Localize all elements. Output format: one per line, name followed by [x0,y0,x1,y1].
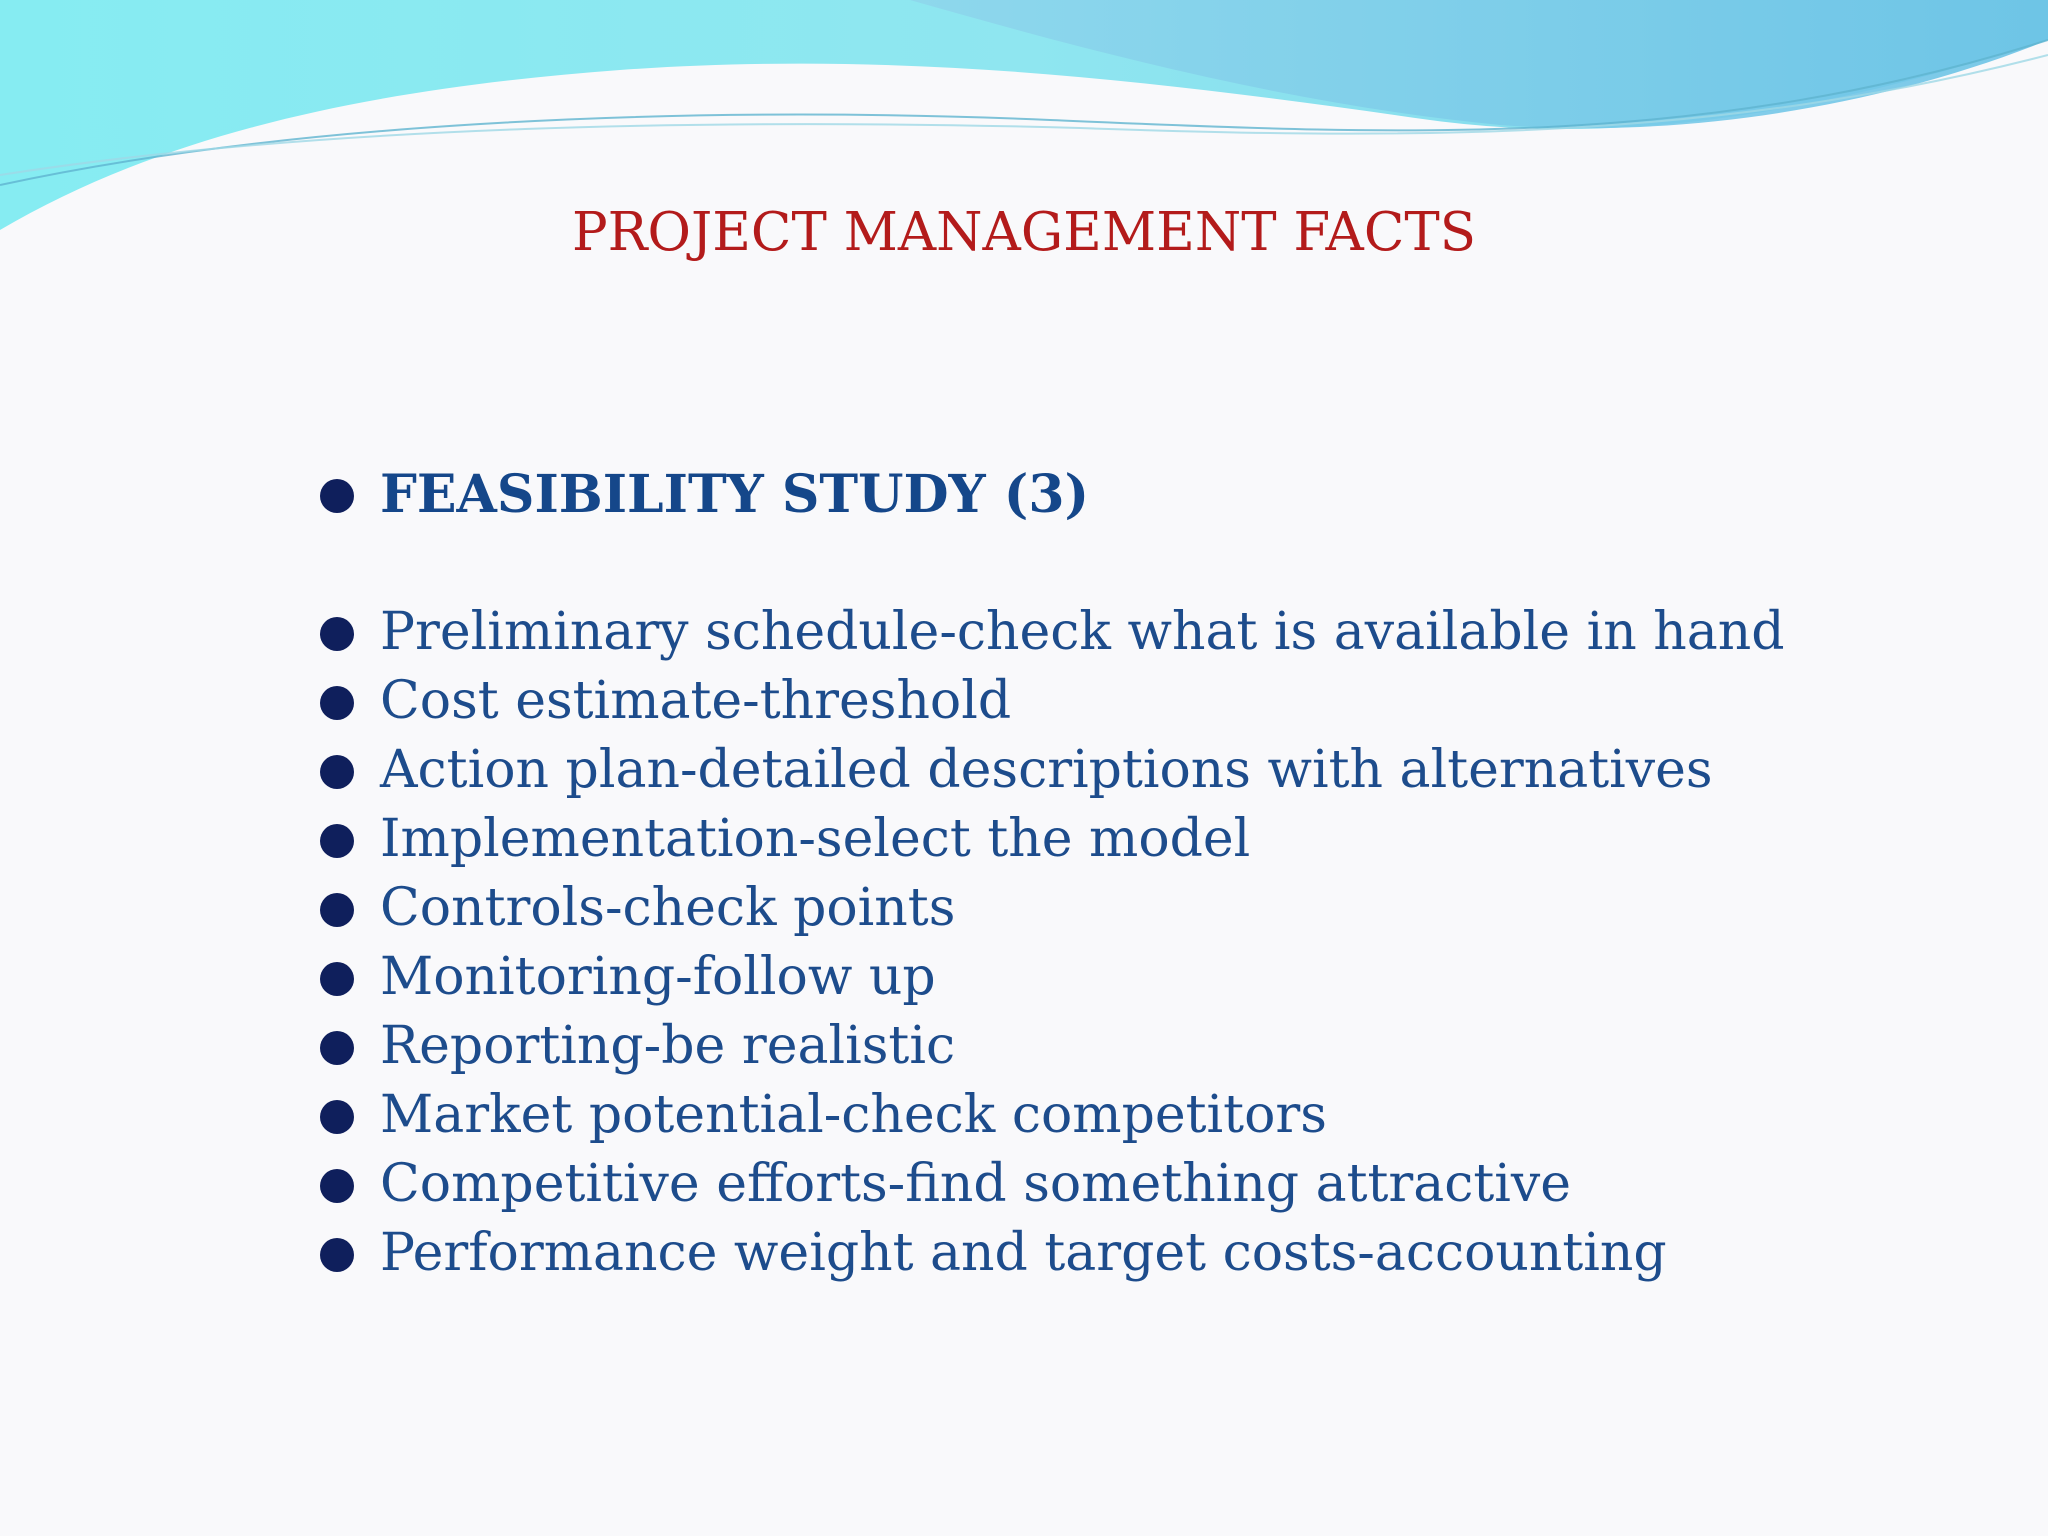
bullet-dot-icon [320,962,354,996]
list-item-text: Implementation-select the model [380,809,1251,869]
list-item-text: Performance weight and target costs-accounting [380,1223,1667,1283]
list-item-text: Controls-check points [380,878,956,938]
bullet-dot-icon [320,686,354,720]
list-item [320,805,1980,874]
list-item [320,943,1980,1012]
bullet-list [320,460,1980,1288]
bullet-dot-icon [320,893,354,927]
list-item-text: Cost estimate-threshold [380,671,1012,731]
list-item-text: Market potential-check competitors [380,1085,1327,1145]
list-item-heading [320,460,1980,529]
bullet-dot-icon [320,1238,354,1272]
bullet-dot-icon [320,1031,354,1065]
list-item [320,1150,1980,1219]
slide-title: PROJECT MANAGEMENT FACTS [571,202,1477,263]
list-item [320,1219,1980,1288]
bullet-dot-icon [320,1100,354,1134]
list-item-text: Monitoring-follow up [380,947,936,1007]
list-item [320,874,1980,943]
list-item-text: Action plan-detailed descriptions with alternatives [380,740,1713,800]
bullet-dot-icon [320,824,354,858]
list-item [320,667,1980,736]
list-item [320,736,1980,805]
bullet-dot-icon [320,617,354,651]
list-item-text: Competitive efforts-find something attractive [380,1154,1572,1214]
list-item-text: Preliminary schedule-check what is available in hand [380,602,1785,662]
bullet-dot-icon [320,755,354,789]
section-heading: FEASIBILITY STUDY (3) [380,464,1090,525]
list-item-text: Reporting-be realistic [380,1016,956,1076]
bullet-dot-icon [320,1169,354,1203]
list-item [320,1012,1980,1081]
list-item [320,598,1980,667]
list-item [320,1081,1980,1150]
bullet-dot-icon [320,479,354,513]
